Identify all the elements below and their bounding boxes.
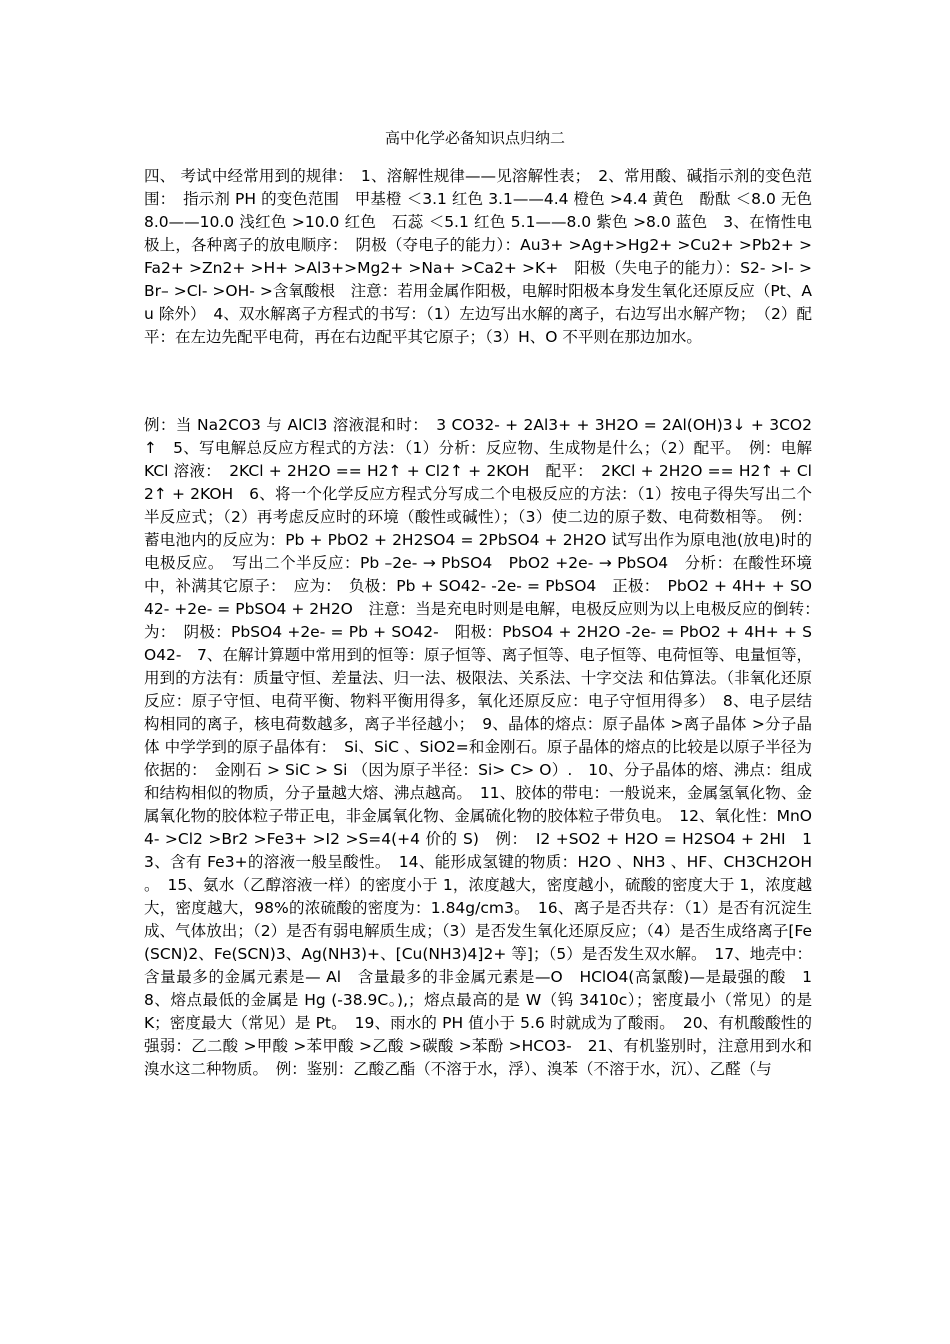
paragraph-rules-1-4: 四、 考试中经常用到的规律： 1、溶解性规律——见溶解性表； 2、常用酸、碱指示剂的变色范围： 指示剂 PH 的变色范围 甲基橙 ＜3.1 红色 3.1——4.4 橙色 >4.4 黄色 酚酞 ＜8.0 无色 8.0——10.0 浅红色 >10.0 红色 石蕊 ＜5.1 红色 5.1——8.0 紫色 >8.0 蓝色 3、在惰性电极上，各种离子的放电顺序： 阴极（夺电子的能力）：Au3+ >Ag+>Hg2+ >Cu2+ >Pb2+ >Fa2+ >Zn2+ >H+ >Al3+>Mg2+ >Na+ >Ca2+ >K+ 阳极（失电子的能力）：S2- >I- >Br– >Cl- >OH- >含氧酸根 注意：若用金属作阳极，电解时阳极本身发生氧化还原反应（Pt、Au 除外） 4、双水解离子方程式的书写：（1）左边写出水解的离子，右边写出水解产物； （2）配平：在左边先配平电荷，再在右边配平其它原子；（3）H、O 不平则在那边加水。 — [144, 167, 812, 346]
paragraph-rules-examples-5-21: 例：当 Na2CO3 与 AlCl3 溶液混和时： 3 CO32- + 2Al3+ + 3H2O = 2Al(OH)3↓ + 3CO2↑ 5、写电解总反应方程式的方法：（1）分析：反应物、生成物是什么；（2）配平。 例：电解 KCl 溶液： 2KCl + 2H2O == H2↑ + Cl2↑ + 2KOH 配平： 2KCl + 2H2O == H2↑ + Cl2↑ + 2KOH 6、将一个化学反应方程式分写成二个电极反应的方法：（1）按电子得失写出二个半反应式；（2）再考虑反应时的环境（酸性或碱性）；（3）使二边的原子数、电荷数相等。 例：蓄电池内的反应为：Pb + PbO2 + 2H2SO4 = 2PbSO4 + 2H2O 试写出作为原电池(放电)时的电极反应。 写出二个半反应：Pb –2e- → PbSO4 PbO2 +2e- → PbSO4 分析：在酸性环境中，补满其它原子： 应为： 负极：Pb + SO42- -2e- = PbSO4 正极： PbO2 + 4H+ + SO42- +2e- = PbSO4 + 2H2O 注意：当是充电时则是电解，电极反应则为以上电极反应的倒转： 为： 阴极：PbSO4 +2e- = Pb + SO42- 阳极：PbSO4 + 2H2O -2e- = PbO2 + 4H+ + SO42- 7、在解计算题中常用到的恒等：原子恒等、离子恒等、电子恒等、电荷恒等、电量恒等，用到的方法有：质量守恒、差量法、归一法、极限法、关系法、十字交法 和估算法。（非氧化还原反应：原子守恒、电荷平衡、物料平衡用得多，氧化还原反应：电子守恒用得多） 8、电子层结构相同的离子，核电荷数越多，离子半径越小； 9、晶体的熔点：原子晶体 >离子晶体 >分子晶体 中学学到的原子晶体有： Si、SiC 、SiO2=和金刚石。原子晶体的熔点的比较是以原子半径为依据的： 金刚石 > SiC > Si （因为原子半径：Si> C> O）. 10、分子晶体的熔、沸点：组成和结构相似的物质，分子量越大熔、沸点越高。 11、胶体的带电：一般说来，金属氢氧化物、金属氧化物的胶体粒子带正电，非金属氧化物、金属硫化物的胶体粒子带负电。 12、氧化性：MnO4- >Cl2 >Br2 >Fe3+ >I2 >S=4(+4 价的 S) 例： I2 +SO2 + H2O = H2SO4 + 2HI 13、含有 Fe3+的溶液一般呈酸性。 14、能形成氢键的物质：H2O 、NH3 、HF、CH3CH2OH 。 15、氨水（乙醇溶液一样）的密度小于 1，浓度越大，密度越小，硫酸的密度大于 1，浓度越大，密度越大，98%的浓硫酸的密度为：1.84g/cm3。 16、离子是否共存：（1）是否有沉淀生成、气体放出；（2）是否有弱电解质生成；（3）是否发生氧化还原反应；（4）是否生成络离子[Fe(SCN)2、Fe(SCN)3、Ag(NH3)+、[Cu(NH3)4]2+ 等]；（5）是否发生双水解。 17、地壳中：含量最多的金属元素是— Al 含量最多的非金属元素是—O HClO4(高氯酸)—是最强的酸 18、熔点最低的金属是 Hg (-38.9C。),；熔点最高的是 W（钨 3410c）；密度最小（常见）的是 K；密度最大（常见）是 Pt。 19、雨水的 PH 值小于 5.6 时就成为了酸雨。 20、有机酸酸性的强弱：乙二酸 >甲酸 >苯甲酸 >乙酸 >碳酸 >苯酚 >HCO3- 21、有机鉴别时，注意用到水和溴水这二种物质。 例：鉴别：乙酸乙酯（不溶于水，浮）、溴苯（不溶于水，沉）、乙醛（与 — [144, 416, 828, 1078]
document-title: 高中化学必备知识点归纳二 — [384, 129, 565, 147]
